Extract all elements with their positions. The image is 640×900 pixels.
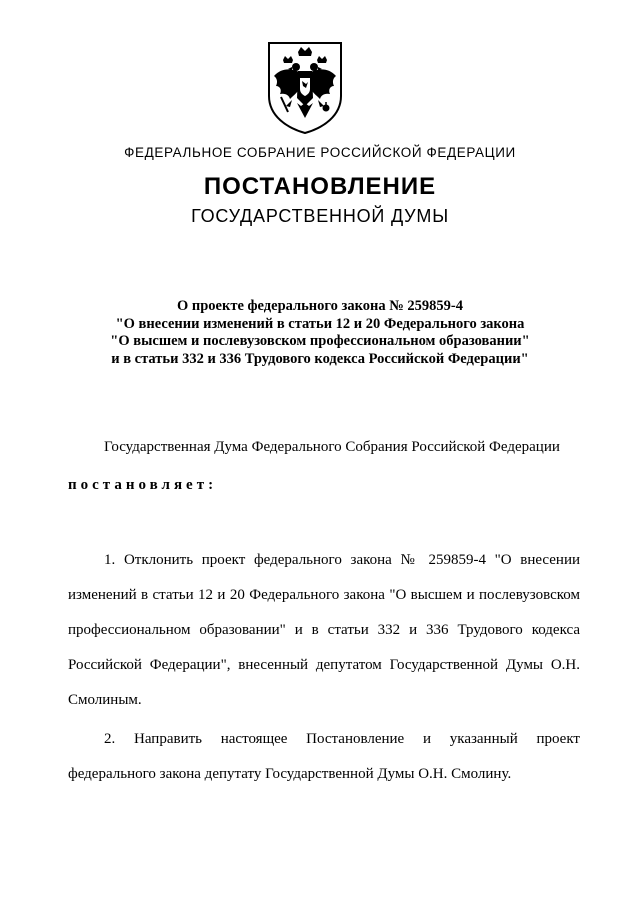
resolution-paragraph-2: 2. Направить настоящее Постановление и указанный проект федерального закона депутату Государственной Думы О.Н. Смолину. bbox=[68, 731, 580, 782]
preamble-text: Государственная Дума Федерального Собрания Российской Федерации bbox=[104, 439, 560, 455]
resolution-paragraph-1: 1. Отклонить проект федерального закона № 259859-4 "О внесении изменений в статьи 12 и 20 Федерального закона "О высшем и послевузовском профессиональном образовании" и в статьи 332 и 336 Трудового кодекса Российской Федерации", внесенный депутатом Государственной Думы О.Н. Смолиным. bbox=[68, 552, 580, 708]
document-type-title: ПОСТАНОВЛЕНИЕ bbox=[203, 173, 437, 200]
coat-of-arms-icon bbox=[265, 40, 345, 135]
subject-line: "О внесении изменений в статьи 12 и 20 Федерального закона bbox=[115, 315, 525, 332]
decides-word: постановляет: bbox=[68, 477, 218, 493]
subject-line: и в статьи 332 и 336 Трудового кодекса Российской Федерации" bbox=[111, 350, 529, 367]
document-subject bbox=[0, 298, 640, 368]
organization-name: ФЕДЕРАЛЬНОЕ СОБРАНИЕ РОССИЙСКОЙ ФЕДЕРАЦИИ bbox=[124, 145, 516, 160]
issuing-body-title: ГОСУДАРСТВЕННОЙ ДУМЫ bbox=[191, 206, 449, 226]
subject-line: О проекте федерального закона № 259859-4 bbox=[176, 298, 464, 314]
subject-line: "О высшем и послевузовском профессиональном образовании" bbox=[110, 333, 530, 349]
